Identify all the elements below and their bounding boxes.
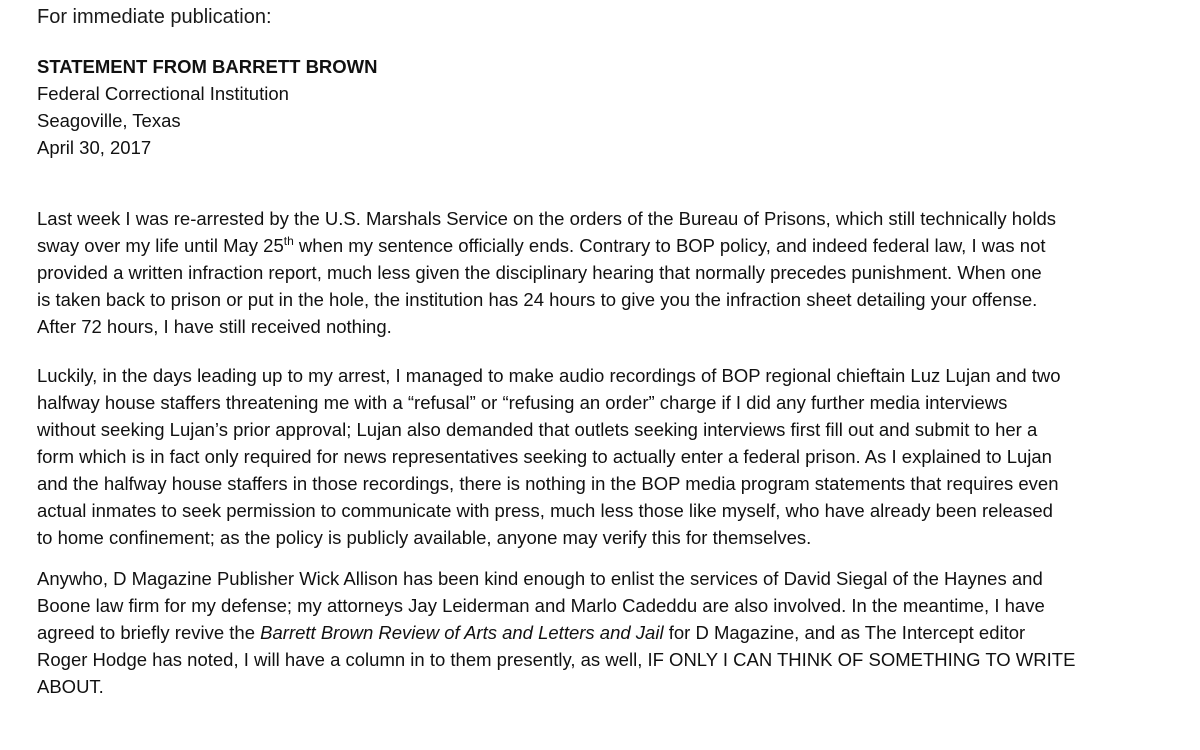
paragraph-1 xyxy=(37,205,1187,340)
paragraph-1-line xyxy=(37,232,1187,259)
paragraph-3-line: Boone law firm for my defense; my attorneys Jay Leiderman and Marlo Cadeddu are also involved. In the meantime, I have xyxy=(37,595,1045,616)
paragraph-2-line: without seeking Lujan’s prior approval; Lujan also demanded that outlets seeking interviews first fill out and submit to her a xyxy=(37,419,1038,440)
statement-title: STATEMENT FROM BARRETT BROWN xyxy=(37,56,378,77)
paragraph-1-line: is taken back to prison or put in the hole, the institution has 24 hours to give you the infraction sheet detailing your offense. xyxy=(37,289,1038,310)
paragraph-1-text: sway over my life until May 25 xyxy=(37,235,284,256)
paragraph-1-line: Last week I was re-arrested by the U.S. Marshals Service on the orders of the Bureau of Prisons, which still technically holds xyxy=(37,208,1056,229)
paragraph-2-line: and the halfway house staffers in those recordings, there is nothing in the BOP media program statements that requires even xyxy=(37,473,1059,494)
paragraph-2-line: form which is in fact only required for news representatives seeking to actually enter a federal prison. As I explained to Lujan xyxy=(37,446,1052,467)
statement-location: Seagoville, Texas xyxy=(37,110,181,131)
paragraph-3-text: agreed to briefly revive the xyxy=(37,622,261,643)
statement-heading xyxy=(37,53,378,161)
statement-institution: Federal Correctional Institution xyxy=(37,83,289,104)
paragraph-1-text: when my sentence officially ends. Contrary to BOP policy, and indeed federal law, I was not xyxy=(293,235,1046,256)
paragraph-3-line: Roger Hodge has noted, I will have a column in to them presently, as well, IF ONLY I CAN THINK OF SOMETHING TO WRITE xyxy=(37,649,1076,670)
paragraph-2 xyxy=(37,362,1187,551)
statement-date: April 30, 2017 xyxy=(37,137,152,158)
ordinal-superscript: th xyxy=(283,233,294,248)
paragraph-3-line: Anywho, D Magazine Publisher Wick Allison has been kind enough to enlist the services of David Siegal of the Haynes and xyxy=(37,568,1043,589)
paragraph-3 xyxy=(37,565,1187,700)
paragraph-2-line: actual inmates to seek permission to communicate with press, much less those like myself, who have already been released xyxy=(37,500,1053,521)
paragraph-2-line: Luckily, in the days leading up to my arrest, I managed to make audio recordings of BOP regional chieftain Luz Lujan and two xyxy=(37,365,1061,386)
paragraph-1-line: After 72 hours, I have still received nothing. xyxy=(37,316,392,337)
paragraph-2-line: to home confinement; as the policy is publicly available, anyone may verify this for themselves. xyxy=(37,527,812,548)
paragraph-3-text: for D Magazine, and as The Intercept editor xyxy=(663,622,1026,643)
publication-title-italic: Barrett Brown Review of Arts and Letters and Jail xyxy=(260,622,664,643)
publication-note: For immediate publication: xyxy=(37,6,272,28)
paragraph-2-line: halfway house staffers threatening me with a “refusal” or “refusing an order” charge if I did any further media interviews xyxy=(37,392,1008,413)
paragraph-3-line xyxy=(37,619,1187,646)
paragraph-3-line: ABOUT. xyxy=(37,676,104,697)
paragraph-1-line: provided a written infraction report, much less given the disciplinary hearing that normally precedes punishment. When one xyxy=(37,262,1042,283)
